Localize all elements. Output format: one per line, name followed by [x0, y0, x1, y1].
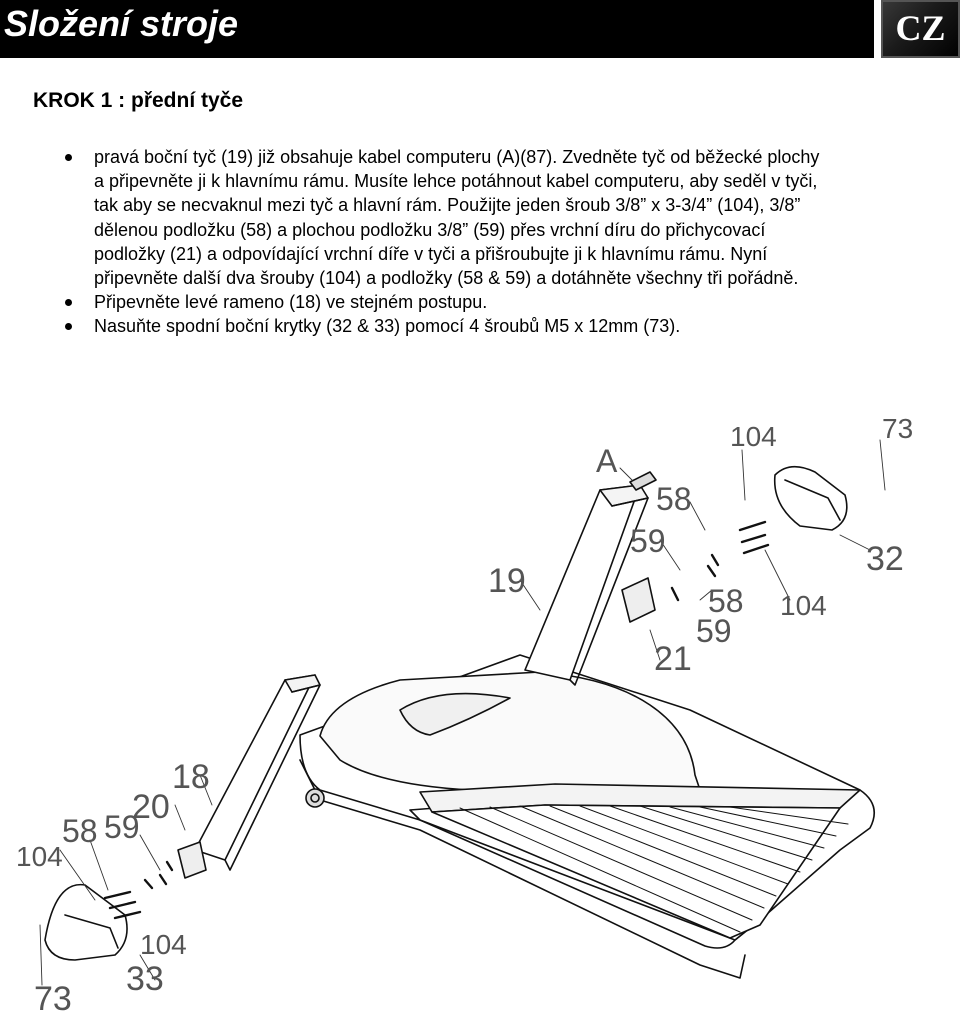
part-label-73: 73	[882, 413, 914, 444]
step-heading: KROK 1 : přední tyče	[33, 89, 244, 112]
bracket-part	[622, 578, 655, 622]
part-label-58: 58	[708, 583, 744, 619]
part-label-58: 58	[656, 481, 692, 517]
header-bar	[0, 0, 874, 58]
part-label-59: 59	[104, 809, 140, 845]
part-label-73: 73	[34, 980, 72, 1013]
part-label-33: 33	[126, 960, 164, 998]
part-label-A: A	[596, 443, 618, 479]
instruction-item	[65, 290, 825, 314]
part-label-104: 104	[730, 421, 777, 452]
part-label-59: 59	[696, 613, 732, 649]
instruction-text: pravá boční tyč (19) již obsahuje kabel computeru (A)(87). Zvedněte tyč od běžecké plochy a připevněte ji k hlavnímu rámu. Musíte lehce potáhnout kabel computeru, aby seděl v tyči, tak aby se necvaknul mezi tyč a hlavní rám. Použijte jeden šroub 3/8” x 3-3/4” (104), 3/8” dělenou podložku (58) a plochou podložku 3/8” (59) přes vrchní díru do přichycovací podložky (21) a odpovídající vrchní díře v tyči a přišroubujte ji k hlavnímu rámu. Nyní připevněte další dva šrouby (104) a podložky (58 & 59) a dotáhněte všechny tři pořádně.	[94, 147, 820, 289]
instruction-text: Nasuňte spodní boční krytky (32 & 33) pomocí 4 šroubů M5 x 12mm (73).	[94, 316, 681, 337]
bullet-icon	[65, 323, 72, 330]
instruction-list	[65, 145, 825, 339]
part-label-20: 20	[132, 788, 170, 826]
part-label-19: 19	[488, 562, 526, 600]
part-label-104: 104	[16, 841, 63, 872]
part-label-104: 104	[780, 590, 827, 621]
bullet-icon	[65, 154, 72, 161]
bullet-icon	[65, 299, 72, 306]
roller-wheel	[306, 789, 324, 807]
part-label-18: 18	[172, 758, 210, 796]
instruction-item	[65, 314, 825, 338]
part-label-59: 59	[630, 523, 666, 559]
instruction-item	[65, 145, 825, 290]
end-cap	[775, 467, 847, 530]
part-label-21: 21	[654, 640, 692, 678]
assembly-diagram	[0, 380, 960, 1013]
part-label-104: 104	[140, 929, 187, 960]
part-label-58: 58	[62, 813, 98, 849]
language-badge-label: CZ	[895, 8, 946, 48]
instruction-text: Připevněte levé rameno (18) ve stejném postupu.	[94, 292, 488, 313]
treadmill-frame	[300, 655, 874, 948]
left-upright	[195, 675, 320, 870]
right-upright	[525, 472, 656, 685]
part-label-32: 32	[866, 540, 904, 578]
language-badge	[881, 0, 960, 58]
page-title: Složení stroje	[4, 3, 239, 44]
bracket-part	[178, 842, 206, 878]
